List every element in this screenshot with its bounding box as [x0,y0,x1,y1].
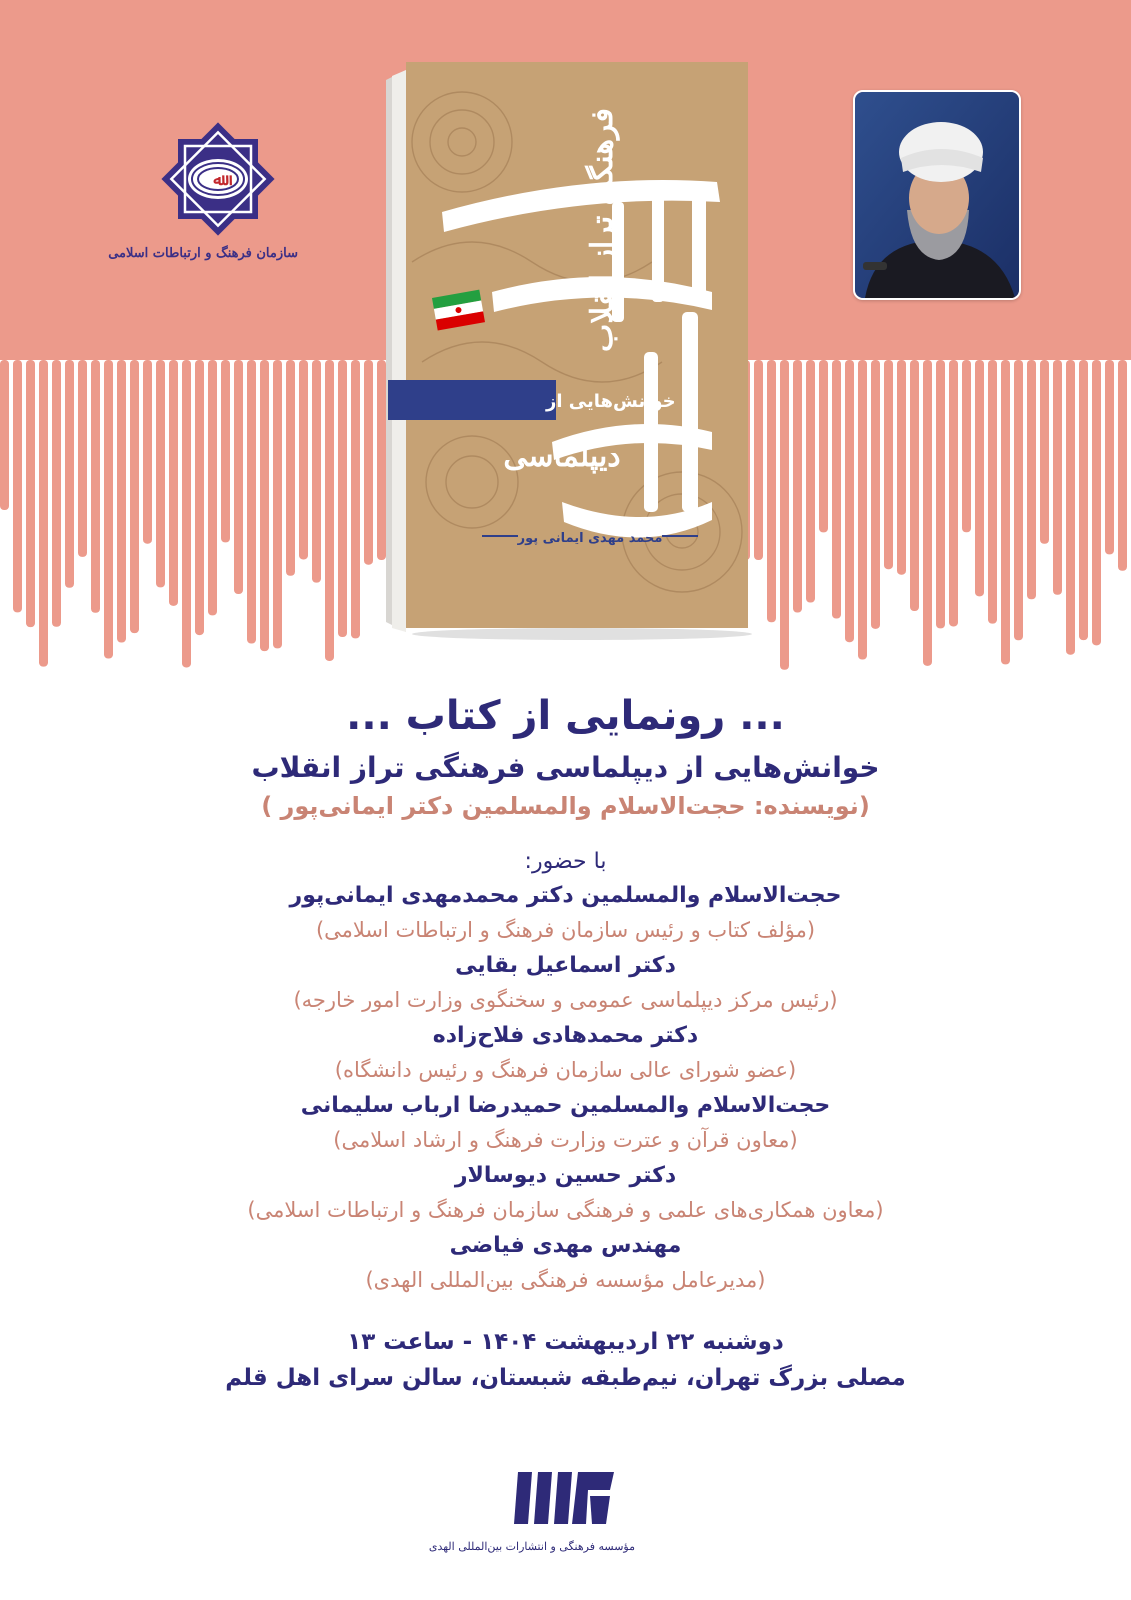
soundwave-bar [884,360,893,569]
soundwave-bar [1001,360,1010,664]
book-cover [382,62,754,640]
soundwave-bar [858,360,867,660]
soundwave-bar [273,360,282,648]
book-author: محمد مهدی ایمانی پور [517,531,663,546]
soundwave-bar [13,360,22,612]
guest-role: (مؤلف کتاب و رئیس سازمان فرهنگ و ارتباطات اسلامی) [315,918,816,942]
presence-label: با حضور: [524,849,607,874]
soundwave-bar [78,360,87,557]
soundwave-bar [832,360,841,619]
soundwave-bar [91,360,100,613]
soundwave-bar [910,360,919,611]
soundwave-bar [26,360,35,627]
speaker-portrait-photo [855,92,1019,298]
soundwave-bar [897,360,906,575]
guest-name: مهندس مهدی فیاضی [449,1233,682,1258]
soundwave-bar [104,360,113,659]
guest-name: دکتر محمدهادی فلاح‌زاده [432,1023,699,1048]
alhoda-logo-icon [510,1462,620,1532]
soundwave-bar [338,360,347,637]
soundwave-bar [195,360,204,635]
soundwave-bar [143,360,152,544]
guest-role: (معاون همکاری‌های علمی و فرهنگی سازمان فرهنگ و ارتباطات اسلامی) [247,1198,884,1222]
soundwave-bar [936,360,945,628]
soundwave-bar [923,360,932,666]
org-logo [108,118,298,273]
soundwave-bar [351,360,360,638]
event-title: ... رونمایی از کتاب ... [346,693,785,739]
soundwave-bar [1118,360,1127,571]
soundwave-bar [962,360,971,532]
soundwave-bar [260,360,269,651]
guest-role: (عضو شورای عالی سازمان فرهنگ و رئیس دانشگاه) [334,1058,797,1082]
soundwave-bar [1014,360,1023,640]
event-info [0,690,1131,1396]
soundwave-bar [1079,360,1088,640]
speaker-photo [853,90,1021,300]
book-subtitle: خوانش‌هایی از [546,391,676,412]
guest-role: (معاون قرآن و عترت وزارت فرهنگ و ارشاد اسلامی) [333,1128,798,1152]
soundwave-bar [793,360,802,613]
soundwave-bar [234,360,243,594]
soundwave-bar [130,360,139,633]
event-venue: مصلی بزرگ تهران، نیم‌طبقه شبستان، سالن سرای اهل قلم [225,1365,906,1391]
soundwave-bar [156,360,165,587]
soundwave-bar [65,360,74,588]
guest-name: دکتر اسماعیل بقایی [455,953,676,978]
author-line: (نویسنده: حجت‌الاسلام والمسلمین دکتر ایمانی‌پور ) [261,792,870,820]
guest-name: دکتر حسین دیوسالار [454,1163,677,1188]
soundwave-bar [988,360,997,624]
soundwave-bar [208,360,217,615]
org-logo-caption: سازمان فرهنگ و ارتباطات اسلامی [108,246,298,261]
soundwave-bar [754,360,763,560]
book-illustration [382,62,754,640]
soundwave-bar [286,360,295,576]
soundwave-bar [1027,360,1036,599]
soundwave-bar [39,360,48,667]
soundwave-bar [767,360,776,622]
soundwave-bar [169,360,178,606]
book-title: خوانش‌هایی از دیپلماسی فرهنگی تراز انقلاب [251,751,880,784]
soundwave-bar [806,360,815,603]
guest-role: (رئیس مرکز دیپلماسی عمومی و سخنگوی وزارت امور خارجه) [293,988,838,1012]
book-title-line-2: فرهنگی تراز انقلاب [585,108,620,352]
soundwave-bar [780,360,789,670]
soundwave-bar [312,360,321,583]
soundwave-bar [247,360,256,644]
book-subtitle-banner [388,380,556,420]
soundwave-bar [0,360,9,510]
soundwave-bar [1066,360,1075,655]
soundwave-bar [819,360,828,532]
emblem-star-icon [157,118,279,240]
soundwave-bar [845,360,854,642]
soundwave-bar [871,360,880,629]
alhoda-logo [428,1462,635,1572]
soundwave-bar [1053,360,1062,595]
guest-name: حجت‌الاسلام والمسلمین حمیدرضا ارباب سلیمانی [300,1093,831,1118]
soundwave-bar [325,360,334,661]
alhoda-caption: مؤسسه فرهنگی و انتشارات بین‌المللی الهدی [428,1540,635,1553]
soundwave-bar [117,360,126,642]
soundwave-bar [1092,360,1101,645]
guest-name: حجت‌الاسلام والمسلمین دکتر محمدمهدی ایمانی‌پور [289,883,842,908]
soundwave-bar [1105,360,1114,554]
soundwave-bar [364,360,373,565]
soundwave-bar [52,360,61,627]
soundwave-bar [221,360,230,542]
soundwave-bar [949,360,958,626]
soundwave-bar [182,360,191,667]
soundwave-bar [1040,360,1049,544]
event-date-time: دوشنبه ۲۲ اردیبهشت ۱۴۰۴ - ساعت ۱۳ [347,1329,784,1355]
soundwave-bar [299,360,308,559]
book-title-line-1-visible: دیپلماسی [503,439,621,474]
svg-text:ﷲ: ﷲ [213,170,223,189]
soundwave-bar [975,360,984,596]
guest-role: (مدیرعامل مؤسسه فرهنگی بین‌المللی الهدی) [365,1268,766,1292]
